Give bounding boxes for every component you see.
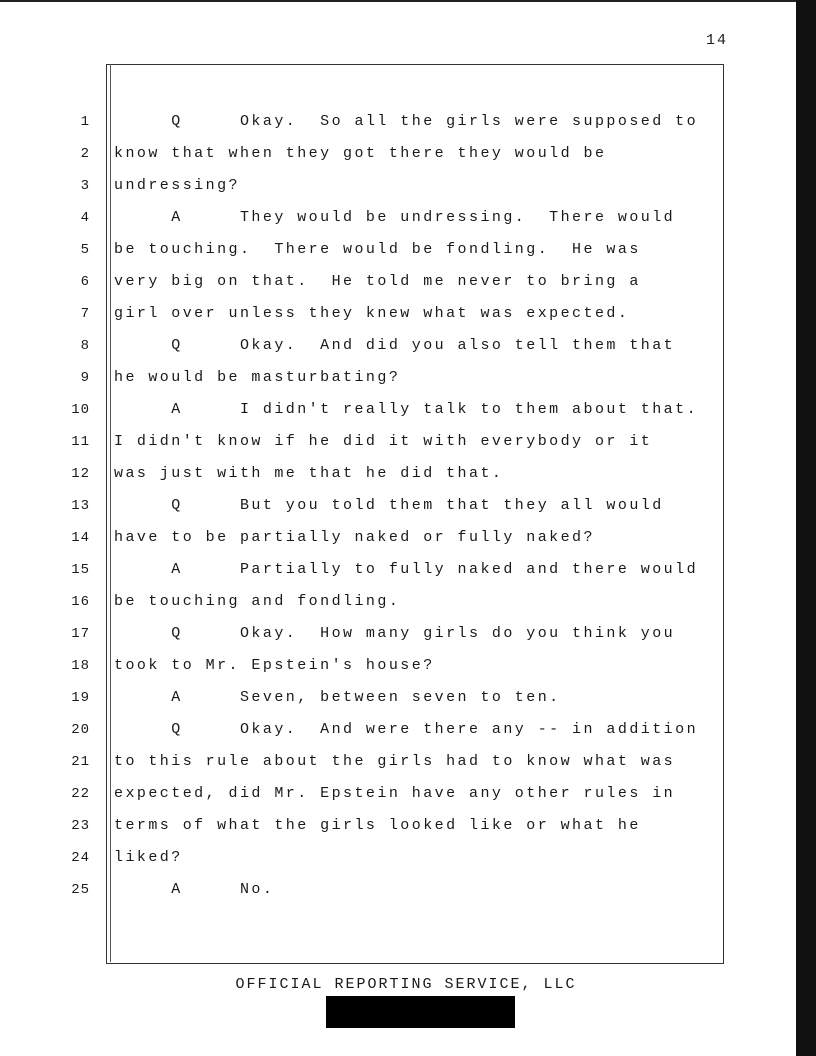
- redaction-block: [326, 996, 515, 1028]
- transcript-line: [0, 266, 796, 298]
- line-text: to this rule about the girls had to know what was: [114, 753, 676, 770]
- line-text: I didn't know if he did it with everybody or it: [114, 433, 653, 450]
- transcript-line: [0, 522, 796, 554]
- line-number: 14: [71, 530, 90, 546]
- transcript-line: [0, 106, 796, 138]
- transcript-line: [0, 746, 796, 778]
- line-text: he would be masturbating?: [114, 369, 401, 386]
- transcript-line: [0, 650, 796, 682]
- line-text: A Partially to fully naked and there would: [114, 561, 699, 578]
- line-number: 8: [80, 338, 90, 354]
- transcript-line: [0, 234, 796, 266]
- line-number: 4: [80, 210, 90, 226]
- line-text: very big on that. He told me never to bring a: [114, 273, 641, 290]
- line-number: 9: [80, 370, 90, 386]
- transcript-lines: [0, 106, 796, 906]
- line-number: 1: [80, 114, 90, 130]
- line-number: 11: [71, 434, 90, 450]
- line-number: 23: [71, 818, 90, 834]
- line-number: 13: [71, 498, 90, 514]
- transcript-line: [0, 810, 796, 842]
- line-text: undressing?: [114, 177, 240, 194]
- line-number: 5: [80, 242, 90, 258]
- line-text: A I didn't really talk to them about that.: [114, 401, 699, 418]
- line-number: 21: [71, 754, 90, 770]
- line-number: 19: [71, 690, 90, 706]
- transcript-line: [0, 298, 796, 330]
- transcript-line: [0, 458, 796, 490]
- transcript-line: [0, 490, 796, 522]
- line-text: Q Okay. And did you also tell them that: [114, 337, 676, 354]
- transcript-line: [0, 170, 796, 202]
- line-text: Q Okay. How many girls do you think you: [114, 625, 676, 642]
- transcript-line: [0, 362, 796, 394]
- transcript-line: [0, 586, 796, 618]
- transcript-line: [0, 394, 796, 426]
- line-number: 12: [71, 466, 90, 482]
- line-text: terms of what the girls looked like or what he: [114, 817, 641, 834]
- line-number: 7: [80, 306, 90, 322]
- transcript-line: [0, 202, 796, 234]
- transcript-line: [0, 682, 796, 714]
- line-text: liked?: [114, 849, 183, 866]
- line-number: 6: [80, 274, 90, 290]
- line-number: 15: [71, 562, 90, 578]
- transcript-line: [0, 842, 796, 874]
- line-number: 16: [71, 594, 90, 610]
- transcript-line: [0, 330, 796, 362]
- line-number: 20: [71, 722, 90, 738]
- line-number: 22: [71, 786, 90, 802]
- line-number: 25: [71, 882, 90, 898]
- line-text: girl over unless they knew what was expected.: [114, 305, 630, 322]
- line-number: 17: [71, 626, 90, 642]
- transcript-line: [0, 778, 796, 810]
- line-text: Q But you told them that they all would: [114, 497, 664, 514]
- transcript-line: [0, 618, 796, 650]
- line-text: A No.: [114, 881, 275, 898]
- line-number: 3: [80, 178, 90, 194]
- transcript-line: [0, 554, 796, 586]
- line-text: A They would be undressing. There would: [114, 209, 676, 226]
- line-number: 2: [80, 146, 90, 162]
- line-text: be touching and fondling.: [114, 593, 401, 610]
- line-text: expected, did Mr. Epstein have any other rules in: [114, 785, 676, 802]
- line-text: be touching. There would be fondling. He was: [114, 241, 641, 258]
- scan-edge: [796, 0, 816, 1056]
- transcript-line: [0, 874, 796, 906]
- line-text: Q Okay. And were there any -- in addition: [114, 721, 699, 738]
- line-number: 24: [71, 850, 90, 866]
- line-text: know that when they got there they would be: [114, 145, 607, 162]
- transcript-line: [0, 426, 796, 458]
- footer-reporting-service: [0, 976, 816, 993]
- top-rule: [0, 0, 796, 2]
- page-number: 14: [705, 32, 728, 49]
- line-number: 10: [71, 402, 90, 418]
- line-text: took to Mr. Epstein's house?: [114, 657, 435, 674]
- line-text: Q Okay. So all the girls were supposed to: [114, 113, 699, 130]
- line-number: 18: [71, 658, 90, 674]
- line-text: A Seven, between seven to ten.: [114, 689, 561, 706]
- transcript-line: [0, 138, 796, 170]
- line-text: was just with me that he did that.: [114, 465, 504, 482]
- line-text: have to be partially naked or fully naked?: [114, 529, 595, 546]
- transcript-line: [0, 714, 796, 746]
- footer-text: OFFICIAL REPORTING SERVICE, LLC: [235, 976, 577, 993]
